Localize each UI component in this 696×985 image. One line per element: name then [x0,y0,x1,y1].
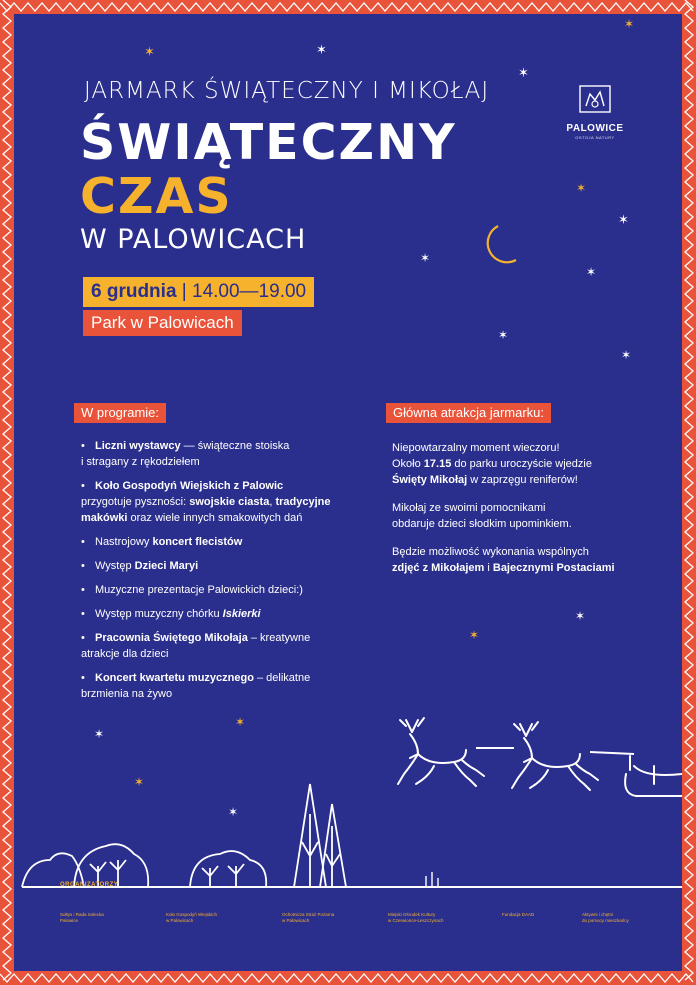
date-separator: | [181,281,187,302]
star-icon: ✶ [420,251,431,265]
list-item: • Muzyczne prezentacje Palowickich dzieci:) [81,584,303,596]
attraction-paragraph: Będzie możliwość wykonania wspólnych zdjęć z Mikołajem i Bajecznymi Postaciami [392,546,615,574]
logo-emblem-icon [578,84,612,114]
star-icon: ✶ [618,212,629,227]
attraction-paragraph: Niepowtarzalny moment wieczoru! Około 17.15 do parku uroczyście wjedzie Święty Mikołaj w zaprzęgu reniferów! [392,442,592,486]
list-item: • Nastrojowy koncert flecistów [81,536,243,548]
organizer-item: Koło Gospodyń Wiejskich w Palowicach [166,912,218,923]
title-line-3: W PALOWICACH [80,224,307,255]
organizer-item: Ochotnicza Straż Pożarna w Palowicach [282,912,335,923]
gold-star-icon: ✶ [576,181,587,195]
tree-icons [294,784,346,887]
star-icon: ✶ [621,348,632,362]
attraction-paragraph: Mikołaj ze swoimi pomocnikami obdaruje dzieci słodkim upominkiem. [392,502,572,530]
harness-line [476,748,634,754]
gold-star-icon: ✶ [469,628,480,642]
reindeer-icon [512,722,598,790]
date-time-badge [83,277,314,307]
moon-icon [488,226,516,262]
title-line-1: ŚWIĄTECZNY [80,114,457,171]
organizer-item: Sołtys i Rada Sołecka Palowice [60,912,104,923]
sleigh-icon [625,756,682,796]
gold-star-icon: ✶ [235,715,246,729]
logo-name: PALOWICE [566,123,624,134]
palowice-logo [560,84,630,140]
list-item: • Pracownia Świętego Mikołaja – kreatywne atrakcje dla dzieci [81,632,311,660]
organizer-item: Fundacja DAAD [502,912,535,917]
gold-star-icon: ✶ [624,17,635,31]
bush-icons [22,844,266,887]
gold-star-icon: ✶ [134,775,145,789]
list-item: • Koncert kwartetu muzycznego – delikatne brzmienia na żywo [81,672,311,700]
title-line-2: CZAS [80,168,233,225]
gold-star-icon: ✶ [144,44,155,59]
program-heading: W programie: [74,403,166,423]
star-icon: ✶ [94,727,105,741]
organizer-item: Miejski Ośrodek Kultury w Czerwionce-Leszczynach [388,912,444,923]
star-icon: ✶ [228,805,239,819]
star-icon: ✶ [586,265,597,279]
event-subtitle: JARMARK ŚWIĄTECZNY I MIKOŁAJ [84,78,490,104]
list-item: • Liczni wystawcy — świąteczne stoiska i stragany z rękodziełem [81,440,290,468]
organizers-title: ORGANIZATORZY [60,882,119,888]
program-list [81,438,381,710]
event-date: 6 grudnia [91,281,177,302]
attraction-text [392,440,642,588]
list-item: • Występ Dzieci Maryi [81,560,199,572]
event-place: Park w Palowicach [83,310,242,336]
star-icon: ✶ [316,42,327,57]
grass-icons [426,872,438,887]
star-icon: ✶ [518,65,529,80]
attraction-heading: Główna atrakcja jarmarku: [386,403,551,423]
reindeer-icon [398,718,484,786]
star-icon: ✶ [498,328,509,342]
logo-tagline: OSTOJA NATURY [575,135,615,140]
poster-panel [14,14,682,971]
star-icon: ✶ [575,609,586,623]
event-time: 14.00—19.00 [192,281,307,302]
list-item: • Występ muzyczny chórku Iskierki [81,608,261,620]
list-item: • Koło Gospodyń Wiejskich z Palowic przygotuje pyszności: swojskie ciasta, tradycyjne makówki oraz wiele innych smakowitych dań [81,480,331,524]
organizer-item: Aktywni i chętni do pomocy mieszkańcy [582,912,629,923]
